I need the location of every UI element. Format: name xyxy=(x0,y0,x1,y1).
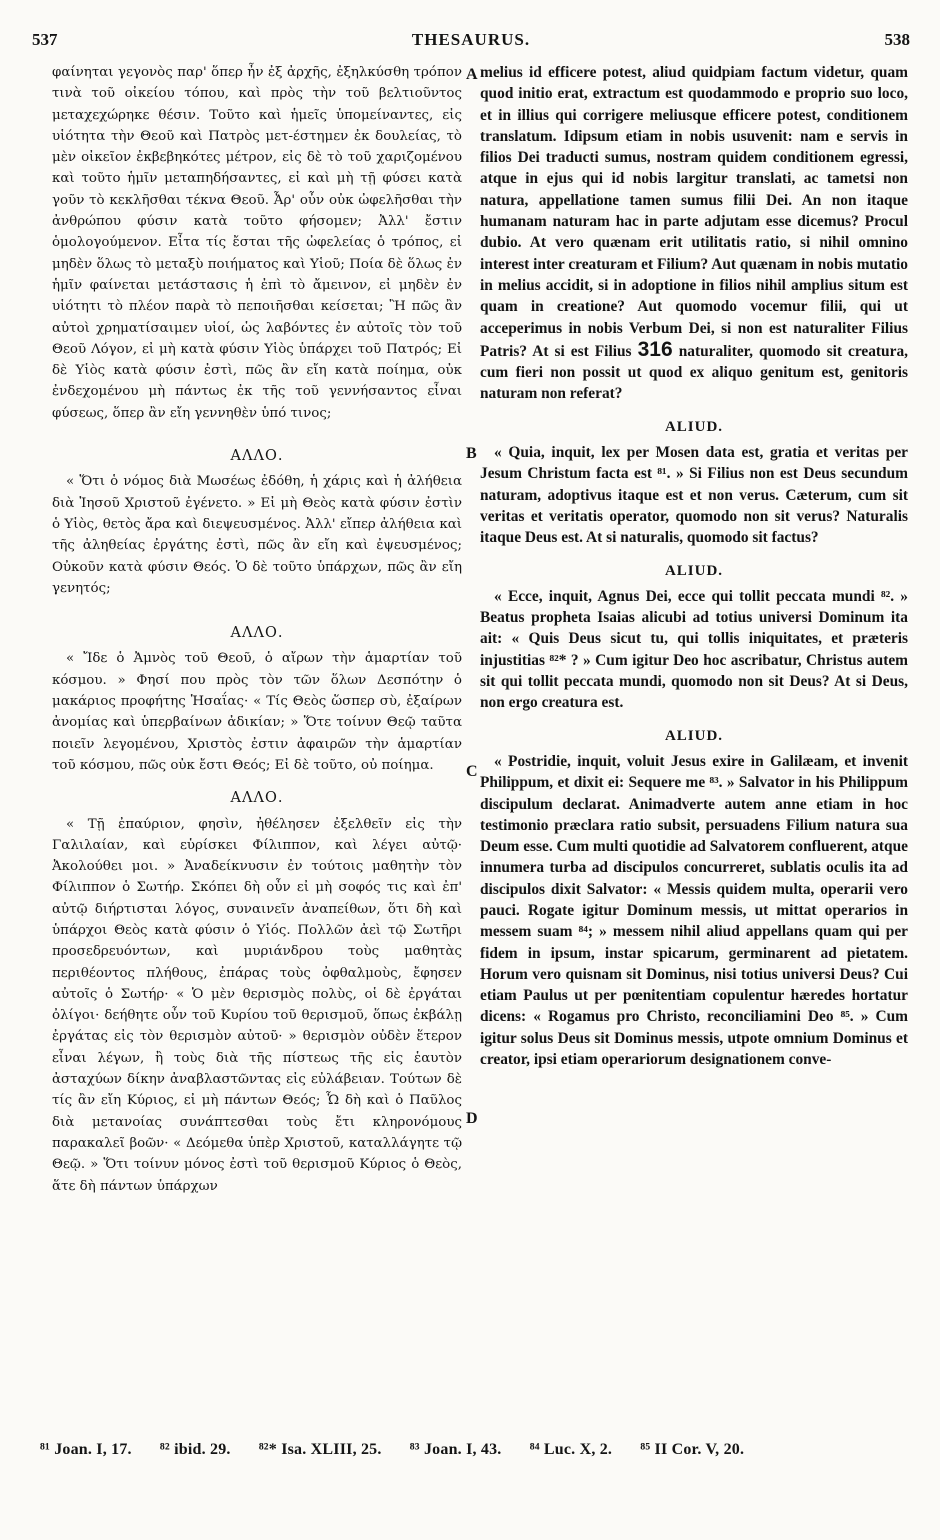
latin-paragraph-4: « Postridie, inquit, voluit Jesus exire in Galilæam, et invenit Philippum, et dixit ei: Sequere me ⁸³. » Salvator in his Philippum discipulum declarat. Animadverte autem anne etiam in hoc testimonio præclara ratio subsit, persuadens Filium natura sua Deum esse. Cum multi quotidie ad Salvatorem confluerent, atque innumera turba ad discipulos concurreret, sublatis oculis ita ad discipulos dixit Salvator: « Messis quidem multa, operarii vero pauci. Rogate igitur Dominum messis, ut mittat operarios in messem suam ⁸⁴; » messem nihil aliud appellans quam qui per fidem in ipsum, instar spicarum, germinarent ad pietatem. Horum vero quisnam sit Dominus, nisi totius universi Deus? Cui etiam Paulus ut per pœnitentiam copulentur hæredes hortatur dicens: « Rogamus pro Christo, reconciliamini Deo ⁸⁵. » Cum igitur solus Deus sit Dominus messis, utpote omnium Dominus et creator, ipsi etiam operariorum designationem conve- xyxy=(480,752,908,1069)
greek-column xyxy=(52,62,462,1197)
greek-paragraph-1: φαίνηται γεγονὸς παρ' ὅπερ ἦν ἐξ ἀρχῆς, ἐξηλκύσθη τρόπον τινὰ τοῦ οἰκείου τόπου, καὶ πρὸς τὴν τοῦ βελτιοῦντος μεταχεχώρηκε θέσιν. Τοῦτο καὶ ἡμεῖς ὑπομείναντες, εἰς υἱότητα τὴν Θεοῦ καὶ Πατρὸς μετ-έστημεν ἐκ δουλείας, τὸ μὲν οἰκεῖον ἐκβεβηκότες μέτρον, εἰς δὲ τὸ τοῦ χαριζομένου καὶ τοῦτο ἡμῖν μεταπηδήσαντες, εἰ καὶ μὴ τῇ φύσει κατὰ γοῦν τὸ κεκλῆσθαι τέκνα Θεοῦ. Ἆρ' οὖν οὐκ ὠφελῆσθαι τὴν ἀνθρώπου φύσιν κατὰ τοῦτο φήσομεν; Ἀλλ' ἔστιν ὁμολογούμενον. Εἶτα τίς ἔσται τῆς ὠφελείας ὁ τρόπος, εἰ μηδὲν ὅλως τὸ μεταξὺ ποιήματος καὶ Υἱοῦ; Ποία δὲ ὅλως ἐν ἡμῖν φαίνεται μετάστασις ἡ ἐπὶ τὸ ἄμεινον, εἰ μηδὲν ἐν υἱότητι τὸ πλέον παρὰ τὸ πεποιῆσθαι κείσεται; Ἢ πῶς ἂν αὐτοὶ χρηματίσαιμεν υἱοί, ὡς λαβόντες ἐν αὐτοῖς τὸν τοῦ Θεοῦ Λόγον, εἰ μὴ κατὰ φύσιν Υἱὸς ὑπάρχει τοῦ Πατρός; Εἰ δὲ Υἱὸς κατὰ φύσιν ἐστὶ, πῶς ἂν εἴη κατὰ ποίημα, οὐκ ἐνδεχομένου μὴ πάντως ἐκ τῆς τοῦ γεννήσαντος εἶναι φύσεως, ὅπερ ἂν εἴη γεννηθὲν ὑπό τινος; xyxy=(52,65,462,421)
latin-paragraph-2: « Quia, inquit, lex per Mosen data est, gratia et veritas per Jesum Christum facta est ⁸¹. » Si Filius non est Deus secundum naturam, adoptivus itaque est et non verus. Cæterum, cum sit veritas et veritatis operator, quomodo non sit verus? Naturalis itaque Deus est. At si naturalis, quomodo sit factus? xyxy=(480,444,908,547)
latin-paragraph-1 xyxy=(480,62,908,405)
footnote-82: ⁸² ibid. 29. xyxy=(159,1441,231,1458)
footnotes xyxy=(40,1441,910,1459)
running-title: THESAURUS. xyxy=(411,30,531,49)
latin-paragraph-1-end: naturaliter, quomodo sit creatura, cum fieri non possit ut quod ex aliquo genitum est, genitoris naturam non referat? xyxy=(480,342,908,403)
latin-heading-4: ALIUD. xyxy=(664,727,724,744)
latin-heading-2: ALIUD. xyxy=(664,418,724,435)
right-page-number: 538 xyxy=(884,30,910,49)
footnote-84: ⁸⁴ Luc. X, 2. xyxy=(529,1441,613,1458)
latin-paragraph-1-start: melius id efficere potest, aliud quidpiam factum videtur, quam quod initio erat, extractum est quodammodo e proprio suo loco, et in illius qui corrigere meliusque efficere potest, conditionem translatum. Idipsum etiam in nobis usuvenit: nam e servis in filios Dei traducti sumus, nostram quidem conditionem egressi, atque in ejus qui id nobis largitur translati, ac tametsi non natura, appellatione tamen sumus filii Dei. An non itaque humanam naturam hac in parte adjutam esse dicemus? Procul dubio. At vero quænam erit utilitatis ratio, si nihil omnino interest inter creaturam et Filium? Aut quænam in nobis mutatio in melius accidit, si in adoptione in filios nihil amplius situm est quam in creatione? Aut quomodo vocemur filii, qui ut acceperimus in nobis Verbum Dei, si non est naturaliter Filius Patris? At si est Filius xyxy=(480,64,908,360)
greek-heading-3: ΑΛΛΟ. xyxy=(230,625,284,642)
greek-paragraph-3: « Ἴδε ὁ Ἀμνὸς τοῦ Θεοῦ, ὁ αἴρων τὴν ἁμαρτίαν τοῦ κόσμου. » Φησί που πρὸς τὸν τῶν ὅλων Δεσπότην ὁ μακάριος προφήτης Ἡσαΐας· « Τίς Θεὸς ὥσπερ σὺ, ἐξαίρων ἀνομίας καὶ ὑπερβαίνων ἀδικίαν; » Ὅτε τοίνυν Θεῷ ταῦτα ποιεῖν λεγομένου, Χριστὸς ἐστιν ἀφαιρῶν τὴν ἁμαρτίαν τοῦ κόσμου, πῶς οὐκ ἔστι Θεός; Εἰ δὲ τοῦτο, οὐ ποίημα. xyxy=(52,651,462,773)
footnote-81: ⁸¹ Joan. I, 17. xyxy=(40,1441,132,1458)
latin-heading-3: ALIUD. xyxy=(664,562,724,579)
latin-paragraph-3: « Ecce, inquit, Agnus Dei, ecce qui tollit peccata mundi ⁸². » Beatus propheta Isaias alicubi ad totius universi Dominum ita ait: « Quis Deus sicut tu, qui tollis iniquitates, et præteris injustitias ⁸²* ? » Cum igitur Deo hoc ascribatur, Christus autem sit qui tollit peccata mundi, quomodo non sit Deus? At si Deus, non ergo creatura est. xyxy=(480,587,908,712)
greek-heading-4: ΑΛΛΟ. xyxy=(230,790,284,807)
greek-paragraph-4: « Τῇ ἐπαύριον, φησὶν, ἠθέλησεν ἐξελθεῖν εἰς τὴν Γαλιλαίαν, καὶ εὑρίσκει Φίλιππον, καὶ λέγει αὐτῷ· Ἀκολούθει μοι. » Ἀναδείκνυσιν ἐν τούτοις μαθητὴν τὸν Φίλιππον ὁ Σωτήρ. Σκόπει δὴ οὖν εἰ μὴ σοφός τις καὶ ἐπ' αὐτῷ διήρτισται λόγος, συναινεῖν ἀναπείθων, ὅτι δὴ καὶ ὑπάρχοι Θεὸς κατὰ φύσιν ὁ Υἱός. Πολλῶν ἀεὶ τῷ Σωτῆρι προσεδρευόντων, καὶ μυριάνδρου τοὺς μαθητὰς περιθέοντος πλήθους, ἐπάρας τοὺς ὀφθαλμοὺς, ἔφησεν αὐτοῖς ὁ Σωτήρ· « Ὁ μὲν θερισμὸς πολὺς, οἱ δὲ ἐργάται ὀλίγοι· δεήθητε οὖν τοῦ Κυρίου τοῦ θερισμοῦ, ὅπως ἐκβάλῃ ἐργάτας εἰς τὸν θερισμὸν αὐτοῦ· » θερισμὸν οὐδὲν ἕτερον εἶναι λέγων, ἢ τοὺς διὰ τῆς πίστεως τῆς εἰς ἑαυτὸν ἀσταχύων δίκην ἀναβλαστῶντας εἰς εὐλάβειαν. Τούτων δὲ τίς ἂν εἴη Κύριος, εἰ μὴ πάντων Θεός; Ὧ δὴ καὶ ὁ Παῦλος διὰ μετανοίας συνάπτεσθαι τοὺς ἔτι κληρονόμους παρακαλεῖ βοῶν· « Δεόμεθα ὑπὲρ Χριστοῦ, καταλλάγητε τῷ Θεῷ. » Ὅτι τοίνυν μόνος ἐστὶ τοῦ θερισμοῦ Κύριος ὁ Θεὸς, ἅτε δὴ πάντων ὑπάρχων xyxy=(52,816,462,1194)
footnote-85: ⁸⁵ II Cor. V, 20. xyxy=(640,1441,745,1458)
footnote-82-star: ⁸²* Isa. XLIII, 25. xyxy=(258,1441,382,1458)
column-number: 316 xyxy=(637,337,673,361)
latin-column xyxy=(480,62,908,1070)
section-marker-a: A xyxy=(466,66,478,83)
greek-paragraph-2: « Ὅτι ὁ νόμος διὰ Μωσέως ἐδόθη, ἡ χάρις καὶ ἡ ἀλήθεια διὰ Ἰησοῦ Χριστοῦ ἐγένετο. » Εἰ μὴ Θεὸς κατὰ φύσιν ἐστὶν ὁ Υἱὸς, θετὸς ἄρα καὶ διεψευσμένος. Ἀλλ' εἴπερ ἀλήθεια καὶ τῆς ἀληθείας ἐργάτης ἐστὶ, πῶς ἂν εἴη καὶ ἐψευσμένος; Οὐκοῦν κατὰ φύσιν Θεός. Ὁ δὲ τοῦτο ὑπάρχων, πῶς ἂν εἴη γενητός; xyxy=(52,474,462,596)
section-marker-d: D xyxy=(466,1110,478,1127)
greek-heading-2: ΑΛΛΟ. xyxy=(230,448,284,465)
footnote-83: ⁸³ Joan. I, 43. xyxy=(409,1441,502,1458)
running-header xyxy=(32,30,910,52)
left-page-number: 537 xyxy=(32,30,58,49)
section-marker-b: B xyxy=(466,445,477,462)
section-marker-c: C xyxy=(466,763,478,780)
